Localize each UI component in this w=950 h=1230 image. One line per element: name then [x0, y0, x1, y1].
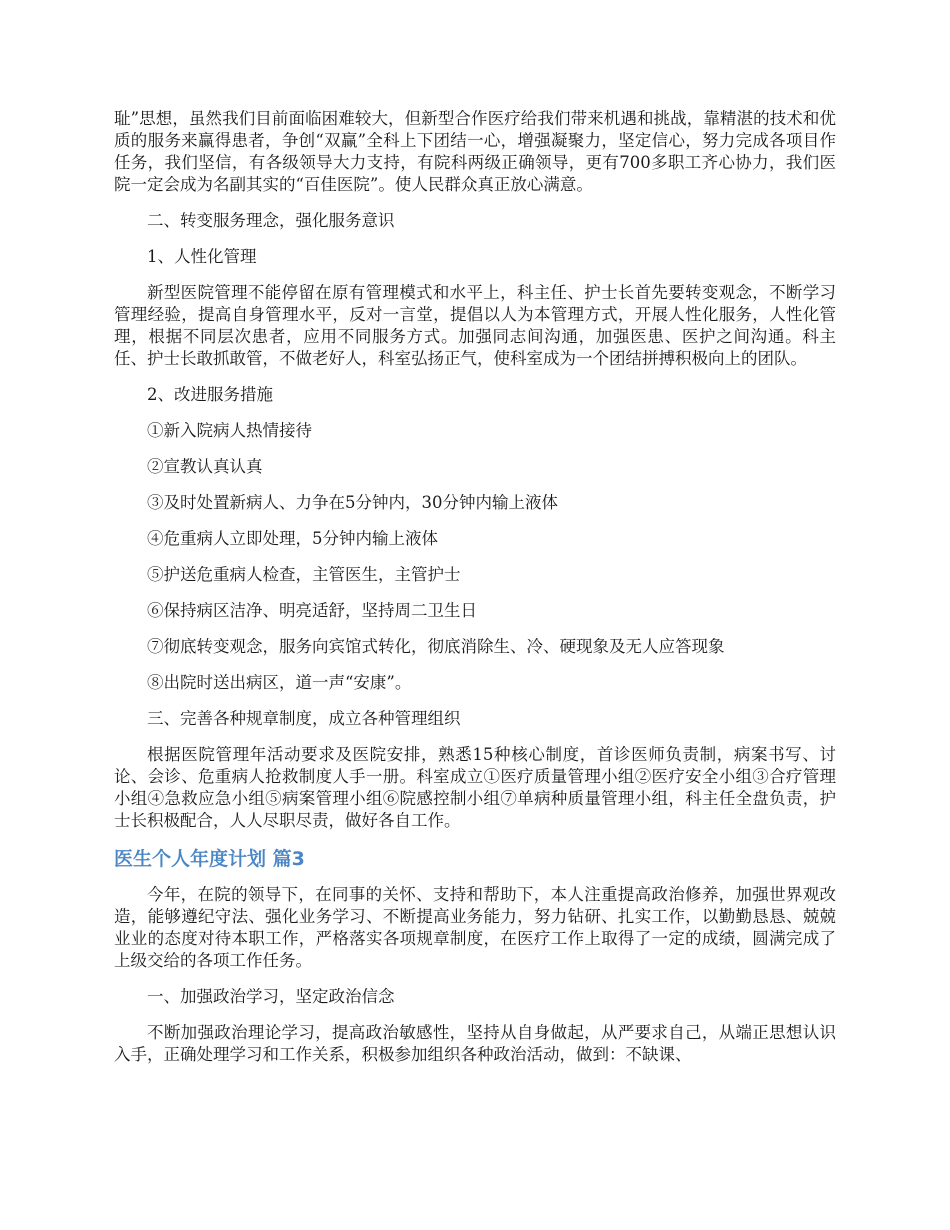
subsection-2-2-title: 2、改进服务措施	[147, 385, 273, 404]
measure-item: ⑤护送危重病人检查，主管医生，主管护士	[147, 565, 461, 584]
section-3-title: 三、完善各种规章制度，成立各种管理组织	[147, 709, 461, 728]
measure-item: ①新入院病人热情接待	[147, 421, 312, 440]
measure-item: ⑥保持病区洁净、明亮适舒，坚持周二卫生日	[147, 601, 477, 620]
section-3-body: 根据医院管理年活动要求及医院安排，熟悉15种核心制度，首诊医师负责制，病案书写、讨论、会诊、危重病人抢救制度人手一册。科室成立①医疗质量管理小组②医疗安全小组③合疗管理小组④急救应急小组⑤病案管理小组⑥院感控制小组⑦单病种质量管理小组，科主任全盘负责，护士长积极配合，人人尽职尽责，做好各自工作。	[114, 745, 836, 830]
document-body	[114, 108, 836, 1080]
article-3-section-1-title: 一、加强政治学习，坚定政治信念	[147, 987, 395, 1006]
intro-paragraph: 耻”思想，虽然我们目前面临困难较大，但新型合作医疗给我们带来机遇和挑战，靠精湛的技术和优质的服务来赢得患者，争创“双赢”全科上下团结一心，增强凝聚力，坚定信心，努力完成各项目作任务，我们坚信，有各级领导大力支持，有院科两级正确领导，更有700多职工齐心协力，我们医院一定会成为名副其实的“百佳医院”。使人民群众真正放心满意。	[114, 109, 836, 194]
section-2-title: 二、转变服务理念，强化服务意识	[147, 211, 395, 230]
measure-item: ④危重病人立即处理，5分钟内输上液体	[147, 529, 438, 548]
measure-item: ②宣教认真认真	[147, 457, 263, 476]
measure-item: ⑧出院时送出病区，道一声“安康”。	[147, 673, 412, 692]
measure-item: ③及时处置新病人、力争在5分钟内，30分钟内输上液体	[147, 493, 558, 512]
article-3-intro: 今年，在院的领导下，在同事的关怀、支持和帮助下，本人注重提高政治修养，加强世界观改造，能够遵纪守法、强化业务学习、不断提高业务能力，努力钻研、扎实工作，以勤勤恳恳、兢兢业业的态度对待本职工作，严格落实各项规章制度，在医疗工作上取得了一定的成绩，圆满完成了上级交给的各项工作任务。	[114, 885, 836, 970]
article-heading: 医生个人年度计划 篇3	[114, 848, 305, 870]
article-3-section-1-body: 不断加强政治理论学习，提高政治敏感性，坚持从自身做起，从严要求自己，从端正思想认识入手，正确处理学习和工作关系，积极参加组织各种政治活动，做到：不缺课、	[114, 1023, 836, 1064]
subsection-2-1-title: 1、人性化管理	[147, 247, 257, 266]
subsection-2-1-body: 新型医院管理不能停留在原有管理模式和水平上，科主任、护士长首先要转变观念，不断学习管理经验，提高自身管理水平，反对一言堂，提倡以人为本管理方式，开展人性化服务，人性化管理，根据不同层次患者，应用不同服务方式。加强同志间沟通，加强医患、医护之间沟通。科主任、护士长敢抓敢管，不做老好人，科室弘扬正气，使科室成为一个团结拼搏积极向上的团队。	[114, 283, 836, 368]
measure-item: ⑦彻底转变观念，服务向宾馆式转化，彻底消除生、冷、硬现象及无人应答现象	[147, 637, 725, 656]
